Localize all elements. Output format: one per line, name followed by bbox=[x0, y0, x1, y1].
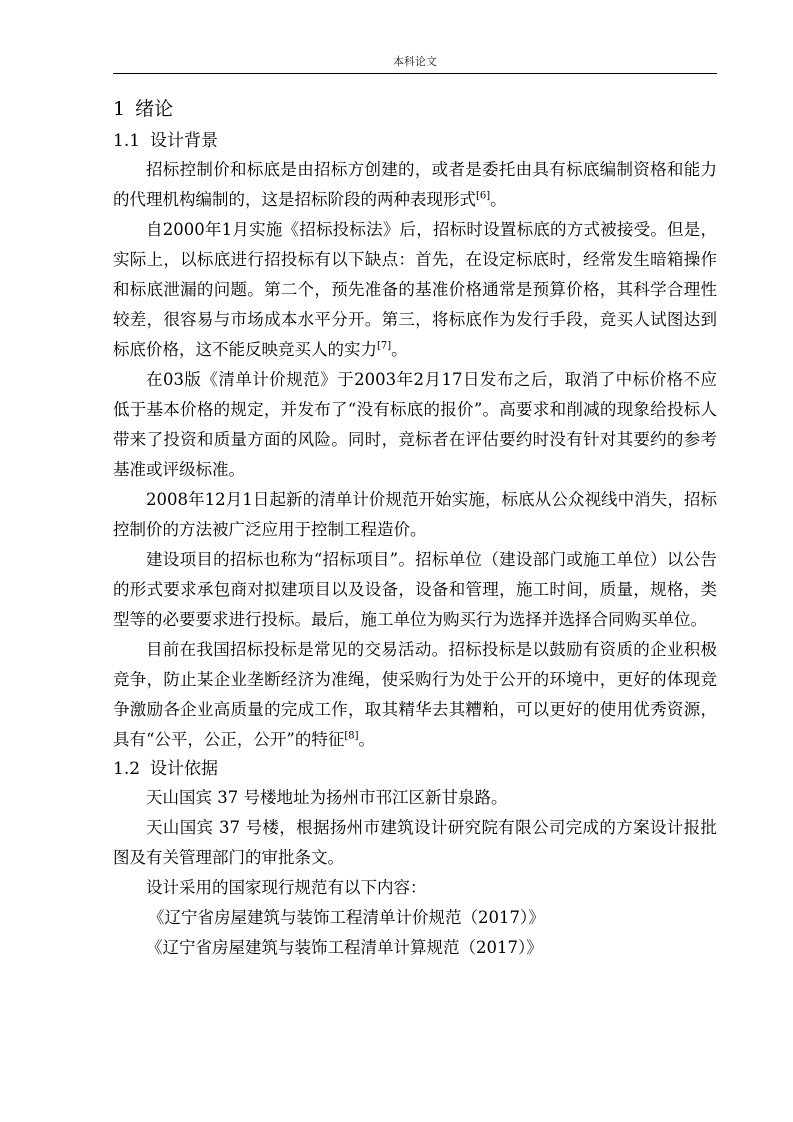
chapter-number: 1 bbox=[113, 98, 126, 120]
section-number: 1.2 bbox=[113, 759, 141, 779]
paragraph: 设计采用的国家现行规范有以下内容： bbox=[146, 878, 427, 897]
paragraph bbox=[113, 545, 717, 635]
standard-item: 《辽宁省房屋建筑与装饰工程清单计价规范（2017）》 bbox=[148, 908, 545, 927]
standard-item: 《辽宁省房屋建筑与装饰工程清单计算规范（2017）》 bbox=[146, 938, 543, 957]
document-body bbox=[113, 95, 717, 963]
header-divider bbox=[113, 73, 717, 74]
section-heading-1-2 bbox=[113, 755, 717, 783]
paragraph bbox=[113, 215, 717, 365]
citation-ref: [8] bbox=[344, 730, 359, 742]
paragraph bbox=[113, 365, 717, 485]
paragraph-text: 建设项目的招标也称为“招标项目”。招标单位（建设部门或施工单位）以公告的形式要求承包商对拟建项目以及设备，设备和管理，施工时间，质量，规格，类型等的必要要求进行投标。最后，施工单位为购买行为选择并选择合同购买单位。 bbox=[113, 550, 717, 629]
section-title: 设计背景 bbox=[150, 131, 219, 151]
page-header: 本科论文 bbox=[393, 55, 437, 68]
paragraph-text: 在03版《清单计价规范》于2003年2月17日发布之后，取消了中标价格不应低于基本价格的规定，并发布了“没有标底的报价”。高要求和削减的现象给投标人带来了投资和质量方面的风险。同时，竞标者在评估要约时没有针对其要约的参考基准或评级标准。 bbox=[113, 370, 717, 479]
paragraph-text: 招标控制价和标底是由招标方创建的，或者是委托由具有标底编制资格和能力的代理机构编制的，这是招标阶段的两种表现形式 bbox=[113, 160, 717, 209]
paragraph bbox=[113, 485, 717, 545]
section-heading-1-1 bbox=[113, 127, 717, 155]
paragraph-text: 目前在我国招标投标是常见的交易活动。招标投标是以鼓励有资质的企业积极竞争，防止某企业垄断经济为准绳，使采购行为处于公开的环境中，更好的体现竞争激励各企业高质量的完成工作，取其精华去其糟粕，可以更好的使用优秀资源，具有“公平，公正，公开”的特征 bbox=[113, 640, 717, 749]
section-title: 设计依据 bbox=[150, 759, 219, 779]
paragraph: 天山国宾 37 号楼地址为扬州市邗江区新甘泉路。 bbox=[146, 788, 508, 807]
citation-ref: [6] bbox=[476, 190, 491, 202]
paragraph-tail: 。 bbox=[391, 340, 408, 359]
paragraph-tail: 。 bbox=[490, 190, 507, 209]
section-number: 1.1 bbox=[113, 131, 141, 151]
chapter-heading bbox=[113, 95, 717, 123]
chapter-title: 绪论 bbox=[135, 98, 174, 120]
citation-ref: [7] bbox=[377, 340, 392, 352]
paragraph-text: 2008年12月1日起新的清单计价规范开始实施，标底从公众视线中消失，招标控制价的方法被广泛应用于控制工程造价。 bbox=[113, 490, 717, 539]
paragraph-text: 自2000年1月实施《招标投标法》后，招标时设置标底的方式被接受。但是，实际上，以标底进行招投标有以下缺点：首先，在设定标底时，经常发生暗箱操作和标底泄漏的问题。第二个，预先准备的基准价格通常是预算价格，其科学合理性较差，很容易与市场成本水平分开。第三，将标底作为发行手段，竞买人试图达到标底价格，这不能反映竞买人的实力 bbox=[113, 220, 717, 359]
paragraph bbox=[113, 635, 717, 755]
paragraph: 天山国宾 37 号楼，根据扬州市建筑设计研究院有限公司完成的方案设计报批图及有关管理部门的审批条文。 bbox=[113, 818, 717, 867]
paragraph bbox=[113, 155, 717, 215]
paragraph-tail: 。 bbox=[358, 730, 376, 749]
